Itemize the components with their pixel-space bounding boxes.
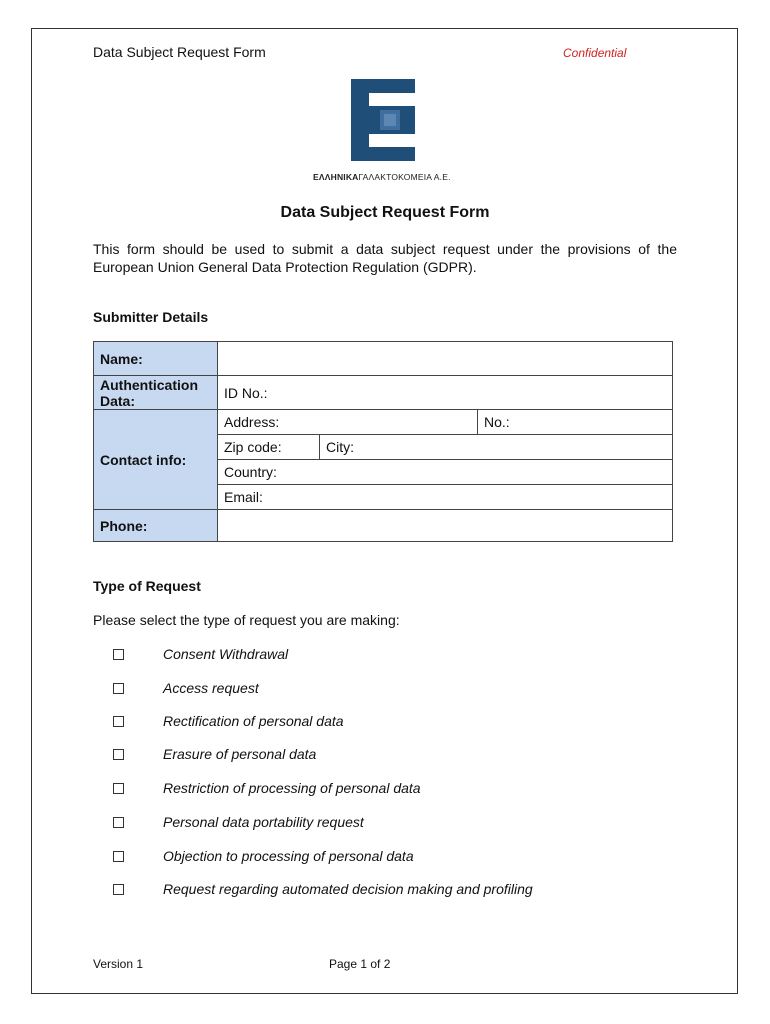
intro-paragraph: This form should be used to submit a data subject request under the provisions of the European Union General Data Protection Regulation (GDPR).: [93, 241, 677, 275]
country-field[interactable]: [218, 460, 673, 485]
company-name: [313, 172, 451, 182]
checkbox[interactable]: [113, 851, 124, 862]
footer-version: Version 1: [93, 957, 144, 971]
option-label: Personal data portability request: [163, 814, 364, 830]
city-label: City:: [326, 439, 354, 455]
option-label: Consent Withdrawal: [163, 646, 289, 662]
name-label: Name:: [94, 342, 218, 376]
contact-info-label: Contact info:: [94, 410, 218, 510]
address-label: Address:: [224, 414, 280, 430]
company-name-rest: ΓΑΛΑΚΤΟΚΟΜΕΙΑ Α.Ε.: [358, 172, 451, 182]
country-label: Country:: [224, 464, 277, 480]
address-field[interactable]: [218, 410, 478, 435]
authentication-label: Authentication Data:: [94, 376, 218, 410]
request-prompt: Please select the type of request you are making:: [93, 612, 400, 628]
id-no-label: ID No.:: [224, 384, 268, 401]
phone-label: Phone:: [94, 510, 218, 542]
company-logo: [351, 79, 415, 161]
option-label: Restriction of processing of personal data: [163, 780, 421, 796]
checkbox[interactable]: [113, 817, 124, 828]
email-label: Email:: [224, 489, 263, 505]
option-label: Request regarding automated decision making and profiling: [163, 881, 533, 897]
checkbox[interactable]: [113, 884, 124, 895]
header-title: Data Subject Request Form: [93, 44, 266, 60]
company-name-bold: ΕΛΛΗΝΙΚΑ: [313, 172, 359, 182]
footer-page-number: Page 1 of 2: [329, 957, 391, 971]
phone-field[interactable]: [218, 510, 673, 542]
checkbox[interactable]: [113, 749, 124, 760]
type-of-request-heading: Type of Request: [93, 578, 201, 594]
street-no-field[interactable]: [478, 410, 673, 435]
zip-code-field[interactable]: [218, 435, 320, 460]
checkbox[interactable]: [113, 649, 124, 660]
zip-code-label: Zip code:: [224, 439, 282, 455]
document-title: Data Subject Request Form: [280, 204, 490, 221]
option-label: Erasure of personal data: [163, 746, 317, 762]
id-no-field[interactable]: [218, 376, 673, 410]
confidential-label: Confidential: [563, 46, 627, 60]
option-access-request[interactable]: [113, 680, 259, 696]
name-field[interactable]: [218, 342, 673, 376]
street-no-label: No.:: [484, 414, 510, 430]
checkbox[interactable]: [113, 683, 124, 694]
checkbox[interactable]: [113, 783, 124, 794]
option-objection[interactable]: [113, 848, 414, 864]
option-erasure[interactable]: [113, 746, 316, 762]
checkbox[interactable]: [113, 716, 124, 727]
option-restriction[interactable]: [113, 780, 421, 796]
email-field[interactable]: [218, 485, 673, 510]
submitter-details-heading: Submitter Details: [93, 309, 209, 325]
city-field[interactable]: [320, 435, 673, 460]
option-label: Rectification of personal data: [163, 713, 344, 729]
submitter-table: [93, 341, 673, 542]
option-label: Objection to processing of personal data: [163, 848, 414, 864]
option-label: Access request: [163, 680, 259, 696]
option-automated-decision[interactable]: [113, 881, 533, 897]
option-consent-withdrawal[interactable]: [113, 646, 288, 662]
option-rectification[interactable]: [113, 713, 344, 729]
option-portability[interactable]: [113, 814, 364, 830]
